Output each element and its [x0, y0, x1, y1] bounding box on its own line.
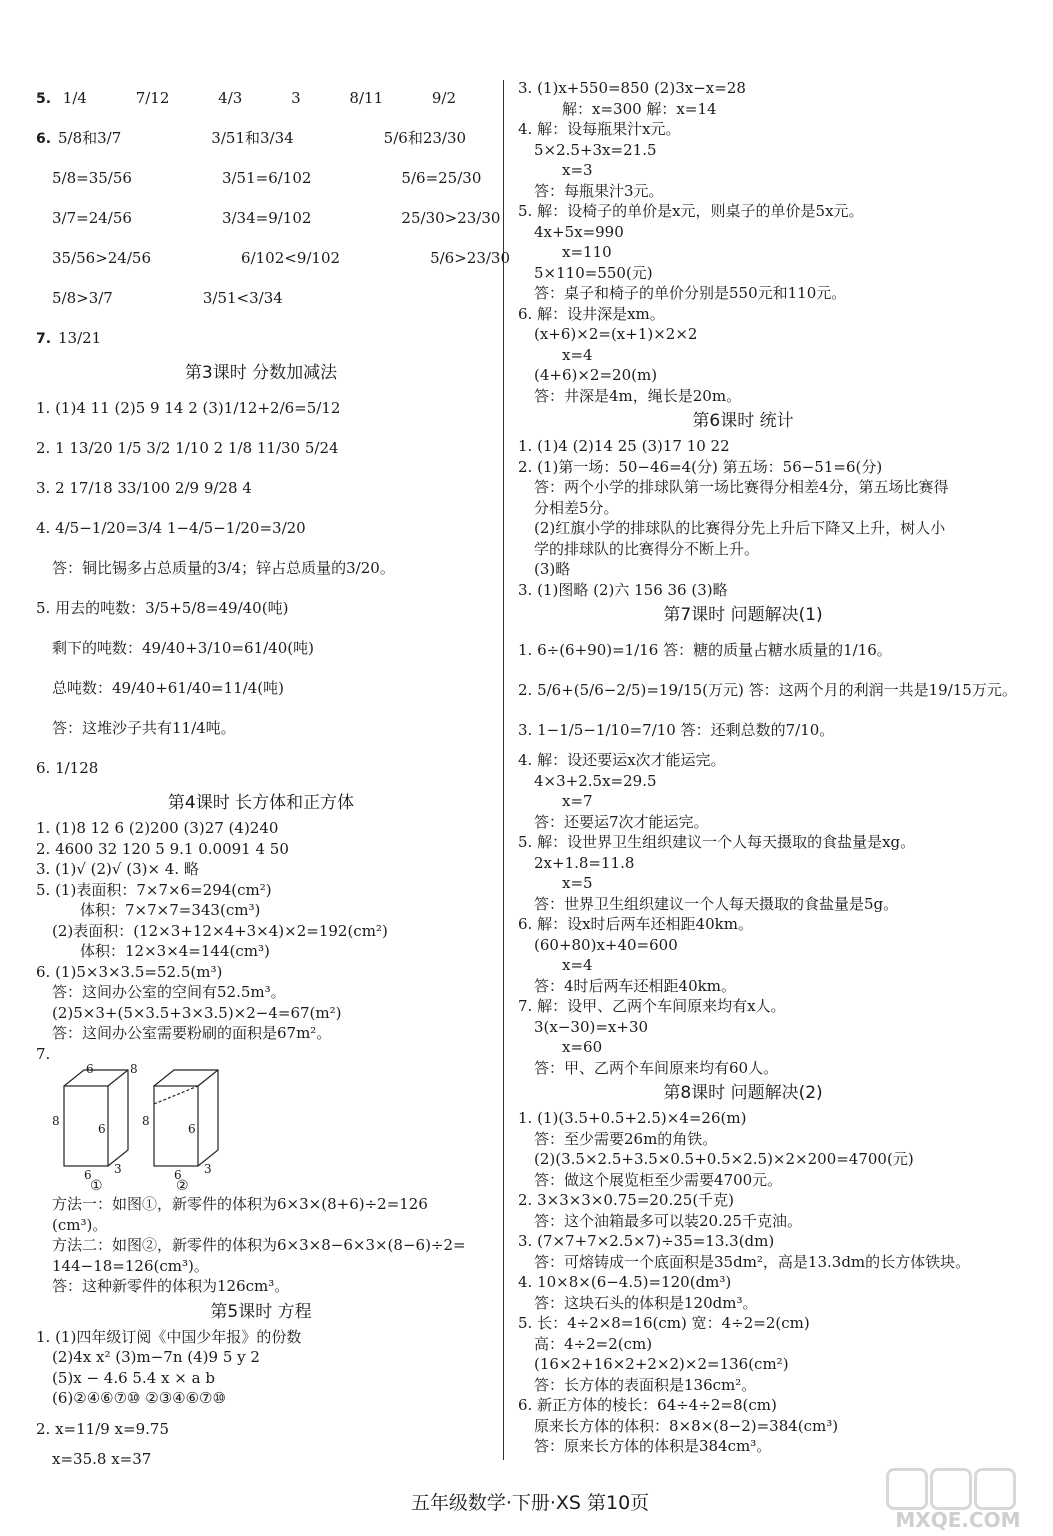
- answer-line: 2. 1 13/20 1/5 3/2 1/10 2 1/8 11/30 5/24: [36, 439, 339, 457]
- answer-line: 2. 4600 32 120 5 9.1 0.0091 4 50: [36, 839, 289, 858]
- watermark-text: MXQE.COM: [895, 1508, 1021, 1532]
- answer-line: 4x+5x=990: [534, 222, 624, 241]
- answer-line: 3(x−30)=x+30: [534, 1017, 649, 1036]
- dim-label: 8: [142, 1114, 150, 1128]
- dim-label: 6: [174, 1168, 182, 1182]
- answer-line: 3. (1)x+550=850 (2)3x−x=28: [518, 79, 746, 97]
- cuboid-figure: [36, 1064, 486, 1194]
- answer-line: (2)红旗小学的排球队的比赛得分先上升后下降又上升，树人小: [534, 519, 946, 537]
- answer-line: 解：x=300 解：x=14: [562, 99, 717, 118]
- answer-line: 5/8=35/56 3/51=6/102 5/6=25/30: [52, 169, 482, 187]
- answer-line: 答：可熔铸成一个底面积是35dm²，高是13.3dm的长方体铁块。: [534, 1252, 971, 1271]
- answer-line: x=110: [562, 243, 612, 261]
- dim-label: 8: [52, 1114, 60, 1128]
- dim-label: 3: [204, 1162, 212, 1176]
- answer-line: 4. 4/5−1/20=3/4 1−4/5−1/20=3/20: [36, 519, 306, 537]
- answer-line: 5. 解：设椅子的单价是x元，则桌子的单价是5x元。: [518, 202, 864, 220]
- answer-line: 1. 6÷(6+90)=1/16 答：糖的质量占糖水质量的1/16。: [518, 641, 892, 659]
- watermark-icon: [930, 1468, 972, 1510]
- section-heading: 第5课时 方程: [210, 1301, 312, 1322]
- section-heading: 第7课时 问题解决(1): [663, 605, 823, 625]
- figure-caption: ②: [176, 1178, 189, 1194]
- answer-line: 答：甲、乙两个车间原来均有60人。: [534, 1058, 779, 1077]
- section-heading: 第6课时 统计: [692, 411, 794, 431]
- answer-line: 7. 13/21: [36, 329, 102, 347]
- answer-line: (3)略: [534, 560, 571, 578]
- answer-line: 6. 5/8和3/7 3/51和3/34 5/6和23/30: [36, 129, 467, 147]
- answer-line: (16×2+16×2+2×2)×2=136(cm²): [534, 1355, 789, 1373]
- answer-line: 1. (1)8 12 6 (2)200 (3)27 (4)240: [36, 819, 279, 837]
- answer-line: 答：这个油箱最多可以装20.25千克油。: [534, 1211, 802, 1230]
- answer-line: 3/7=24/56 3/34=9/102 25/30>23/30: [52, 209, 501, 227]
- answer-line: x=60: [562, 1038, 603, 1056]
- answer-line: 3. (1)√ (2)√ (3)× 4. 略: [36, 860, 199, 878]
- answer-line: (x+6)×2=(x+1)×2×2: [534, 325, 698, 343]
- answer-line: 体积：7×7×7=343(cm³): [80, 901, 261, 919]
- answer-line: 原来长方体的体积：8×8×(8−2)=384(cm³): [534, 1416, 839, 1435]
- answer-line: 4. 解：设每瓶果汁x元。: [518, 120, 681, 138]
- answer-line: x=4: [562, 345, 593, 364]
- answer-line: x=35.8 x=37: [52, 1449, 152, 1468]
- answer-line: 答：井深是4m，绳长是20m。: [534, 386, 742, 405]
- answer-line: 7.: [36, 1044, 51, 1063]
- answer-line: 分相差5分。: [534, 498, 619, 517]
- left-column: [36, 78, 510, 1469]
- section-heading: 第4课时 长方体和正方体: [167, 793, 355, 813]
- answer-line: 答：这堆沙子共有11/4吨。: [52, 719, 236, 737]
- answer-line: (2)4x x² (3)m−7n (4)9 5 y 2: [52, 1348, 260, 1366]
- answer-line: x=7: [562, 792, 593, 810]
- section-heading: 第8课时 问题解决(2): [663, 1083, 823, 1103]
- answer-line: 3. 2 17/18 33/100 2/9 9/28 4: [36, 479, 252, 497]
- answer-line: 答：每瓶果汁3元。: [534, 181, 664, 200]
- answer-line: 体积：12×3×4=144(cm³): [80, 942, 270, 960]
- answer-line: 答：做这个展览柜至少需要4700元。: [534, 1170, 783, 1189]
- answer-line: 高：4÷2=2(cm): [534, 1334, 653, 1353]
- dim-label: 6: [98, 1122, 106, 1136]
- dim-label: 6: [86, 1062, 94, 1076]
- answer-line: 方法二：如图②，新零件的体积为6×3×8−6×3×(8−6)÷2=: [52, 1236, 466, 1254]
- answer-line: 答：这种新零件的体积为126cm³。: [52, 1277, 290, 1295]
- answer-line: 4. 10×8×(6−4.5)=120(dm³): [518, 1273, 732, 1291]
- answer-line: x=3: [562, 161, 593, 179]
- answer-line: 5. 解：设世界卫生组织建议一个人每天摄取的食盐量是xg。: [518, 833, 916, 851]
- answer-line: 学的排球队的比赛得分不断上升。: [534, 539, 760, 558]
- section-heading: 第3课时 分数加减法: [184, 363, 338, 383]
- answer-line: 3. (1)图略 (2)六 156 36 (3)略: [518, 580, 728, 599]
- watermark: [878, 1468, 1038, 1532]
- answer-line: 6. 新正方体的棱长：64÷4÷2=8(cm): [518, 1396, 777, 1414]
- answer-line: 1. (1)(3.5+0.5+2.5)×4=26(m): [518, 1109, 747, 1127]
- answer-line: 1. (1)4 (2)14 25 (3)17 10 22: [518, 437, 730, 455]
- answer-line: 3. (7×7+7×2.5×7)÷35=13.3(dm): [518, 1232, 775, 1250]
- answer-line: 答：铜比锡多占总质量的3/4；锌占总质量的3/20。: [52, 559, 395, 577]
- answer-line: 4×3+2.5x=29.5: [534, 771, 657, 790]
- answer-line: 6. 1/128: [36, 759, 99, 777]
- answer-line: 144−18=126(cm³)。: [52, 1256, 209, 1275]
- answer-line: 总吨数：49/40+61/40=11/4(吨): [52, 679, 284, 697]
- answer-line: 答：4时后两车还相距40km。: [534, 976, 736, 995]
- answer-line: 2. (1)第一场：50−46=4(分) 第五场：56−51=6(分): [518, 457, 883, 476]
- answer-line: (6)②④⑥⑦⑩ ②③④⑥⑦⑩: [52, 1389, 226, 1407]
- dim-label: 3: [114, 1162, 122, 1176]
- figure-caption: ①: [90, 1178, 103, 1194]
- answer-line: 答：至少需要26m的角铁。: [534, 1129, 718, 1148]
- dim-label: 6: [188, 1122, 196, 1136]
- answer-line: (cm³)。: [52, 1215, 108, 1234]
- answer-line: 1. (1)四年级订阅《中国少年报》的份数: [36, 1327, 302, 1346]
- answer-line: 答：原来长方体的体积是384cm³。: [534, 1437, 772, 1455]
- answer-line: 答：两个小学的排球队第一场比赛得分相差4分，第五场比赛得: [534, 478, 949, 496]
- answer-line: 5×2.5+3x=21.5: [534, 140, 657, 159]
- answer-line: 答：这块石头的体积是120dm³。: [534, 1293, 758, 1312]
- answer-line: 3. 1−1/5−1/10=7/10 答：还剩总数的7/10。: [518, 721, 835, 739]
- answer-line: 6. 解：设x时后两车还相距40km。: [518, 915, 753, 933]
- answer-line: x=5: [562, 874, 593, 892]
- answer-line: 5. 1/4 7/12 4/3 3 8/11 9/2: [36, 89, 457, 107]
- answer-line: 答：世界卫生组织建议一个人每天摄取的食盐量是5g。: [534, 894, 899, 913]
- answer-line: (2)(3.5×2.5+3.5×0.5+0.5×2.5)×2×200=4700(元): [534, 1150, 914, 1168]
- answer-line: (4+6)×2=20(m): [534, 366, 658, 384]
- column-divider: [503, 80, 504, 1460]
- page-footer: 五年级数学·下册·XS 第10页: [410, 1492, 650, 1514]
- answer-line: 2. 3×3×3×0.75=20.25(千克): [518, 1191, 735, 1209]
- right-column: [518, 78, 1017, 1457]
- dim-label: 6: [84, 1168, 92, 1182]
- answer-line: (2)表面积：(12×3+12×4+3×4)×2=192(cm²): [52, 921, 388, 940]
- watermark-icon: [886, 1468, 928, 1510]
- dim-label: 8: [130, 1062, 138, 1076]
- answer-line: 2. 5/6+(5/6−2/5)=19/15(万元) 答：这两个月的利润一共是19/15万元。: [518, 681, 1017, 699]
- answer-line: 6. (1)5×3×3.5=52.5(m³): [36, 962, 223, 981]
- answer-line: 7. 解：设甲、乙两个车间原来均有x人。: [518, 997, 786, 1015]
- answer-line: 答：桌子和椅子的单价分别是550元和110元。: [534, 284, 847, 302]
- answer-line: 5. 长：4÷2×8=16(cm) 宽：4÷2=2(cm): [518, 1314, 810, 1332]
- answer-line: x=4: [562, 956, 593, 974]
- answer-line: (2)5×3+(5×3.5+3×3.5)×2−4=67(m²): [52, 1003, 342, 1022]
- answer-line: 5. (1)表面积：7×7×6=294(cm²): [36, 880, 272, 899]
- answer-line: 35/56>24/56 6/102<9/102 5/6>23/30: [52, 249, 510, 267]
- answer-line: 答：长方体的表面积是136cm²。: [534, 1375, 757, 1394]
- answer-line: 答：还要运7次才能运完。: [534, 812, 709, 831]
- answer-line: (60+80)x+40=600: [534, 935, 678, 954]
- answer-line: 5. 用去的吨数：3/5+5/8=49/40(吨): [36, 599, 289, 617]
- answer-line: 答：这间办公室的空间有52.5m³。: [52, 983, 286, 1001]
- answer-line: 方法一：如图①，新零件的体积为6×3×(8+6)÷2=126: [52, 1195, 428, 1213]
- answer-line: 2x+1.8=11.8: [534, 853, 635, 872]
- answer-line: (5)x − 4.6 5.4 x × a b: [52, 1368, 215, 1387]
- answer-line: 剩下的吨数：49/40+3/10=61/40(吨): [52, 639, 314, 657]
- answer-line: 5×110=550(元): [534, 263, 653, 282]
- answer-line: 1. (1)4 11 (2)5 9 14 2 (3)1/12+2/6=5/12: [36, 399, 341, 417]
- answer-line: 答：这间办公室需要粉刷的面积是67m²。: [52, 1024, 332, 1042]
- answer-line: 6. 解：设井深是xm。: [518, 304, 665, 323]
- answer-line: 2. x=11/9 x=9.75: [36, 1419, 169, 1438]
- answer-line: 4. 解：设还要运x次才能运完。: [518, 751, 726, 769]
- watermark-icon: [974, 1468, 1016, 1510]
- answer-line: 5/8>3/7 3/51<3/34: [52, 289, 283, 307]
